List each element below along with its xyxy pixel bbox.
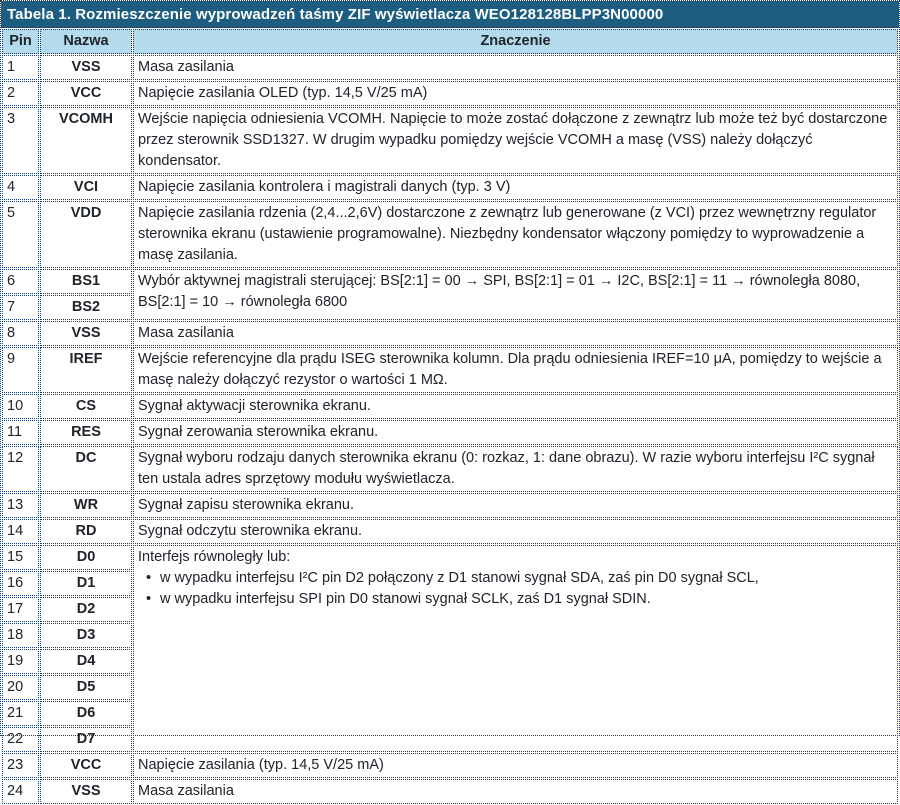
bullet-text: w wypadku interfejsu SPI pin D0 stanowi sygnał SCLK, zaś D1 sygnał SDIN. [160,591,651,607]
pin-desc-cell [133,347,898,393]
pin-desc-cell [133,545,898,752]
table-row [2,545,898,570]
pin-name-cell: D1 [40,571,132,596]
pin-desc-text: Masa zasilania [138,783,234,799]
table-row [2,519,898,544]
pin-number-cell: 5 [2,201,39,268]
pin-name-cell: VCC [40,753,132,778]
pin-name-cell: D7 [40,727,132,752]
table-row [2,779,898,804]
pin-table [1,28,899,805]
pin-name-cell: DC [40,446,132,492]
pin-table-body [2,55,898,804]
table-row [2,107,898,174]
pin-name-cell: VSS [40,55,132,80]
pin-desc-cell [133,753,898,778]
pin-name-cell: RD [40,519,132,544]
pin-number-cell: 13 [2,493,39,518]
header-pin: Pin [2,29,39,54]
pin-name-cell: D3 [40,623,132,648]
pin-number-cell: 18 [2,623,39,648]
pin-number-cell: 15 [2,545,39,570]
table-row [2,269,898,294]
bullet-icon: • [146,570,152,586]
pin-name-cell: CS [40,394,132,419]
table-row [2,753,898,778]
pin-desc-text: Masa zasilania [138,59,234,75]
pin-desc-text: Napięcie zasilania (typ. 14,5 V/25 mA) [138,757,384,773]
table-row [2,394,898,419]
desc-bullet-item [138,568,893,589]
pin-name-cell: D4 [40,649,132,674]
pin-name-cell: BS1 [40,269,132,294]
pin-desc-text: Sygnał odczytu sterownika ekranu. [138,523,363,539]
pin-name-cell: BS2 [40,295,132,320]
pin-number-cell: 6 [2,269,39,294]
header-name: Nazwa [40,29,132,54]
pin-number-cell: 20 [2,675,39,700]
pin-desc-text: Sygnał wyboru rodzaju danych sterownika ekranu (0: rozkaz, 1: dane obrazu). W razie wyboru interfejsu I²C sygnał ten ustala adres sprzętowy modułu wyświetlacza. [138,450,875,487]
pin-number-cell: 7 [2,295,39,320]
pin-name-cell: D2 [40,597,132,622]
pin-desc-cell [133,420,898,445]
pin-name-cell: VSS [40,321,132,346]
pin-number-cell: 2 [2,81,39,106]
table-row [2,175,898,200]
pin-name-cell: VSS [40,779,132,804]
pin-desc-cell [133,446,898,492]
pin-desc-cell [133,269,898,320]
table-row [2,201,898,268]
bullet-text: w wypadku interfejsu I²C pin D2 połączony z D1 stanowi sygnał SDA, zaś pin D0 sygnał SCL, [160,570,759,586]
table-row [2,493,898,518]
pin-number-cell: 12 [2,446,39,492]
pin-desc-text: Sygnał zapisu sterownika ekranu. [138,497,355,513]
bullet-icon: • [146,591,152,607]
pin-desc-cell [133,107,898,174]
pin-number-cell: 24 [2,779,39,804]
pin-desc-text: Sygnał aktywacji sterownika ekranu. [138,398,371,414]
pin-number-cell: 23 [2,753,39,778]
pin-number-cell: 21 [2,701,39,726]
pin-name-cell: IREF [40,347,132,393]
pin-desc-cell [133,519,898,544]
pin-name-cell: VCC [40,81,132,106]
pin-number-cell: 19 [2,649,39,674]
pin-desc-text: Wybór aktywnej magistrali sterującej: BS[2:1] = 00 → SPI, BS[2:1] = 01 → I2C, BS[2:1] = 11 → równoległa 8080, BS[2:1] = 10 → równoległa 6800 [138,273,861,310]
table-row [2,55,898,80]
pin-number-cell: 8 [2,321,39,346]
pin-number-cell: 17 [2,597,39,622]
table-row [2,420,898,445]
pin-number-cell: 11 [2,420,39,445]
pin-desc-cell [133,394,898,419]
pin-number-cell: 22 [2,727,39,752]
pin-desc-text: Wejście referencyjne dla prądu ISEG sterownika kolumn. Dla prądu odniesienia IREF=10 μA, pomiędzy to wejście a masę należy dołączyć rezystor o wartości 1 MΩ. [138,351,882,388]
pin-desc-cell [133,55,898,80]
pin-name-cell: D0 [40,545,132,570]
pin-desc-text: Sygnał zerowania sterownika ekranu. [138,424,379,440]
pin-desc-text: Interfejs równoległy lub: [138,549,291,565]
pin-desc-cell [133,779,898,804]
pin-desc-text: Masa zasilania [138,325,234,341]
pin-desc-cell [133,175,898,200]
pin-desc-text: Wejście napięcia odniesienia VCOMH. Napięcie to może zostać dołączone z zewnątrz lub może też być dostarczone przez sterownik SSD1327. W drugim wypadku pomiędzy wejście VCOMH a masę (VSS) należy dołączyć kondensator. [138,111,888,169]
table-row [2,81,898,106]
desc-bullet-item [138,589,893,610]
table-row [2,321,898,346]
pin-desc-text: Napięcie zasilania rdzenia (2,4...2,6V) dostarczone z zewnątrz lub generowane (z VCI) przez wewnętrzny regulator sterownika ekranu (ustawienie programowalne). Niezbędny kondensator włączony pomiędzy to wyprowadzenie a masę zasilania. [138,205,877,263]
pin-number-cell: 14 [2,519,39,544]
table-row [2,347,898,393]
pin-name-cell: D6 [40,701,132,726]
pin-desc-cell [133,201,898,268]
pin-desc-cell [133,493,898,518]
pin-number-cell: 4 [2,175,39,200]
pin-desc-text: Napięcie zasilania OLED (typ. 14,5 V/25 mA) [138,85,428,101]
pin-number-cell: 9 [2,347,39,393]
table-header [2,29,898,54]
pin-name-cell: VCOMH [40,107,132,174]
pin-number-cell: 16 [2,571,39,596]
header-desc: Znaczenie [133,29,898,54]
pin-name-cell: D5 [40,675,132,700]
pin-name-cell: VDD [40,201,132,268]
pin-number-cell: 3 [2,107,39,174]
table-row [2,446,898,492]
pin-desc-text: Napięcie zasilania kontrolera i magistrali danych (typ. 3 V) [138,179,511,195]
pin-desc-cell [133,81,898,106]
pin-name-cell: VCI [40,175,132,200]
pin-name-cell: RES [40,420,132,445]
pin-number-cell: 10 [2,394,39,419]
pin-desc-cell [133,321,898,346]
pin-number-cell: 1 [2,55,39,80]
table-title: Tabela 1. Rozmieszczenie wyprowadzeń taśmy ZIF wyświetlacza WEO128128BLPP3N00000 [1,1,899,28]
pin-name-cell: WR [40,493,132,518]
